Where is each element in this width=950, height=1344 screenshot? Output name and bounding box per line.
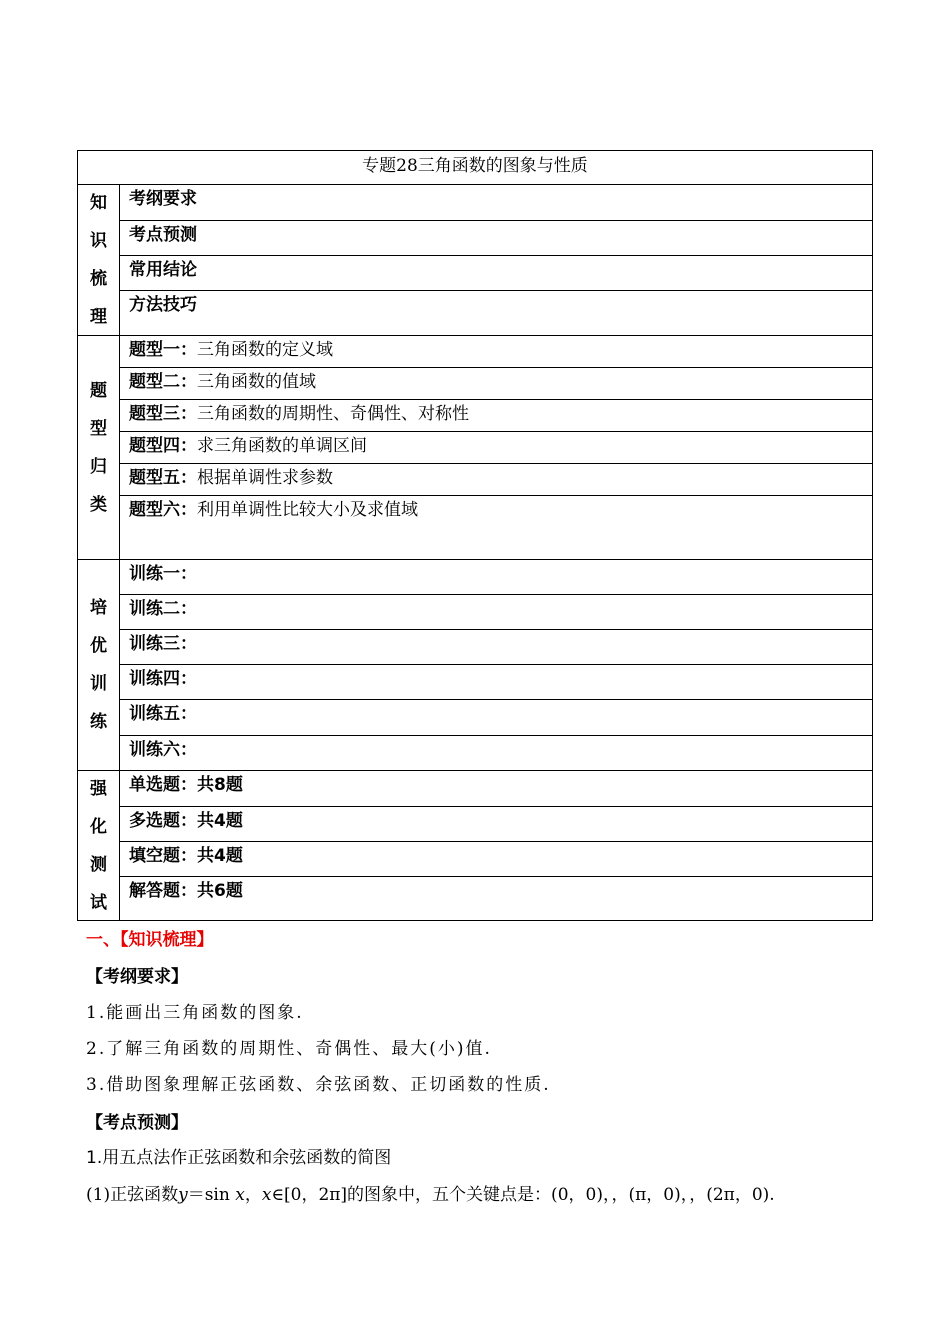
table-row: 单选题：共8题 (120, 771, 872, 807)
side-label-training: 培 优 训 练 (78, 560, 120, 770)
table-row: 考纲要求 (120, 185, 872, 221)
list-item: 2.了解三角函数的周期性、奇偶性、最大(小)值. (86, 1039, 492, 1059)
side-label-types: 题 型 归 类 (78, 336, 120, 559)
section-training (78, 560, 872, 771)
table-row: 题型六：利用单调性比较大小及求值域 (129, 500, 418, 520)
table-row: 训练二： (120, 595, 872, 630)
list-item: 3.借助图象理解正弦函数、余弦函数、正切函数的性质. (86, 1075, 551, 1095)
outline-table (77, 150, 873, 921)
table-row: 训练四： (120, 665, 872, 700)
table-row: 解答题：共6题 (129, 881, 243, 901)
table-title: 专题28三角函数的图象与性质 (78, 151, 872, 185)
table-row: 题型一：三角函数的定义域 (120, 336, 872, 368)
table-row: 训练三： (120, 630, 872, 665)
section-types (78, 336, 872, 560)
table-row: 题型二：三角函数的值域 (120, 368, 872, 400)
section-heading: 一、【知识梳理】 (86, 930, 214, 950)
side-label-test: 强 化 测 试 (78, 771, 120, 920)
paragraph-line: (1)正弦函数y＝sin x，x∈[0，2π]的图象中，五个关键点是：(0，0)，，(π，0)，，(2π，0). (86, 1185, 775, 1205)
table-row: 方法技巧 (129, 295, 197, 315)
table-row: 填空题：共4题 (120, 842, 872, 877)
subheading-exam-points: 【考点预测】 (86, 1113, 188, 1133)
point-heading: 1.用五点法作正弦函数和余弦函数的简图 (86, 1148, 392, 1168)
table-row: 题型四：求三角函数的单调区间 (120, 432, 872, 464)
section-test (78, 771, 872, 920)
table-row: 训练五： (120, 700, 872, 736)
side-label-knowledge: 知 识 梳 理 (78, 185, 120, 335)
table-row: 训练六： (129, 740, 197, 760)
subheading-exam-requirements: 【考纲要求】 (86, 967, 188, 987)
table-row: 考点预测 (120, 221, 872, 256)
table-row: 题型三：三角函数的周期性、奇偶性、对称性 (120, 400, 872, 432)
table-row: 题型五：根据单调性求参数 (120, 464, 872, 496)
table-row: 训练一： (120, 560, 872, 595)
list-item: 1.能画出三角函数的图象. (86, 1003, 304, 1023)
section-knowledge (78, 185, 872, 336)
table-row: 多选题：共4题 (120, 807, 872, 842)
table-row: 常用结论 (120, 256, 872, 291)
